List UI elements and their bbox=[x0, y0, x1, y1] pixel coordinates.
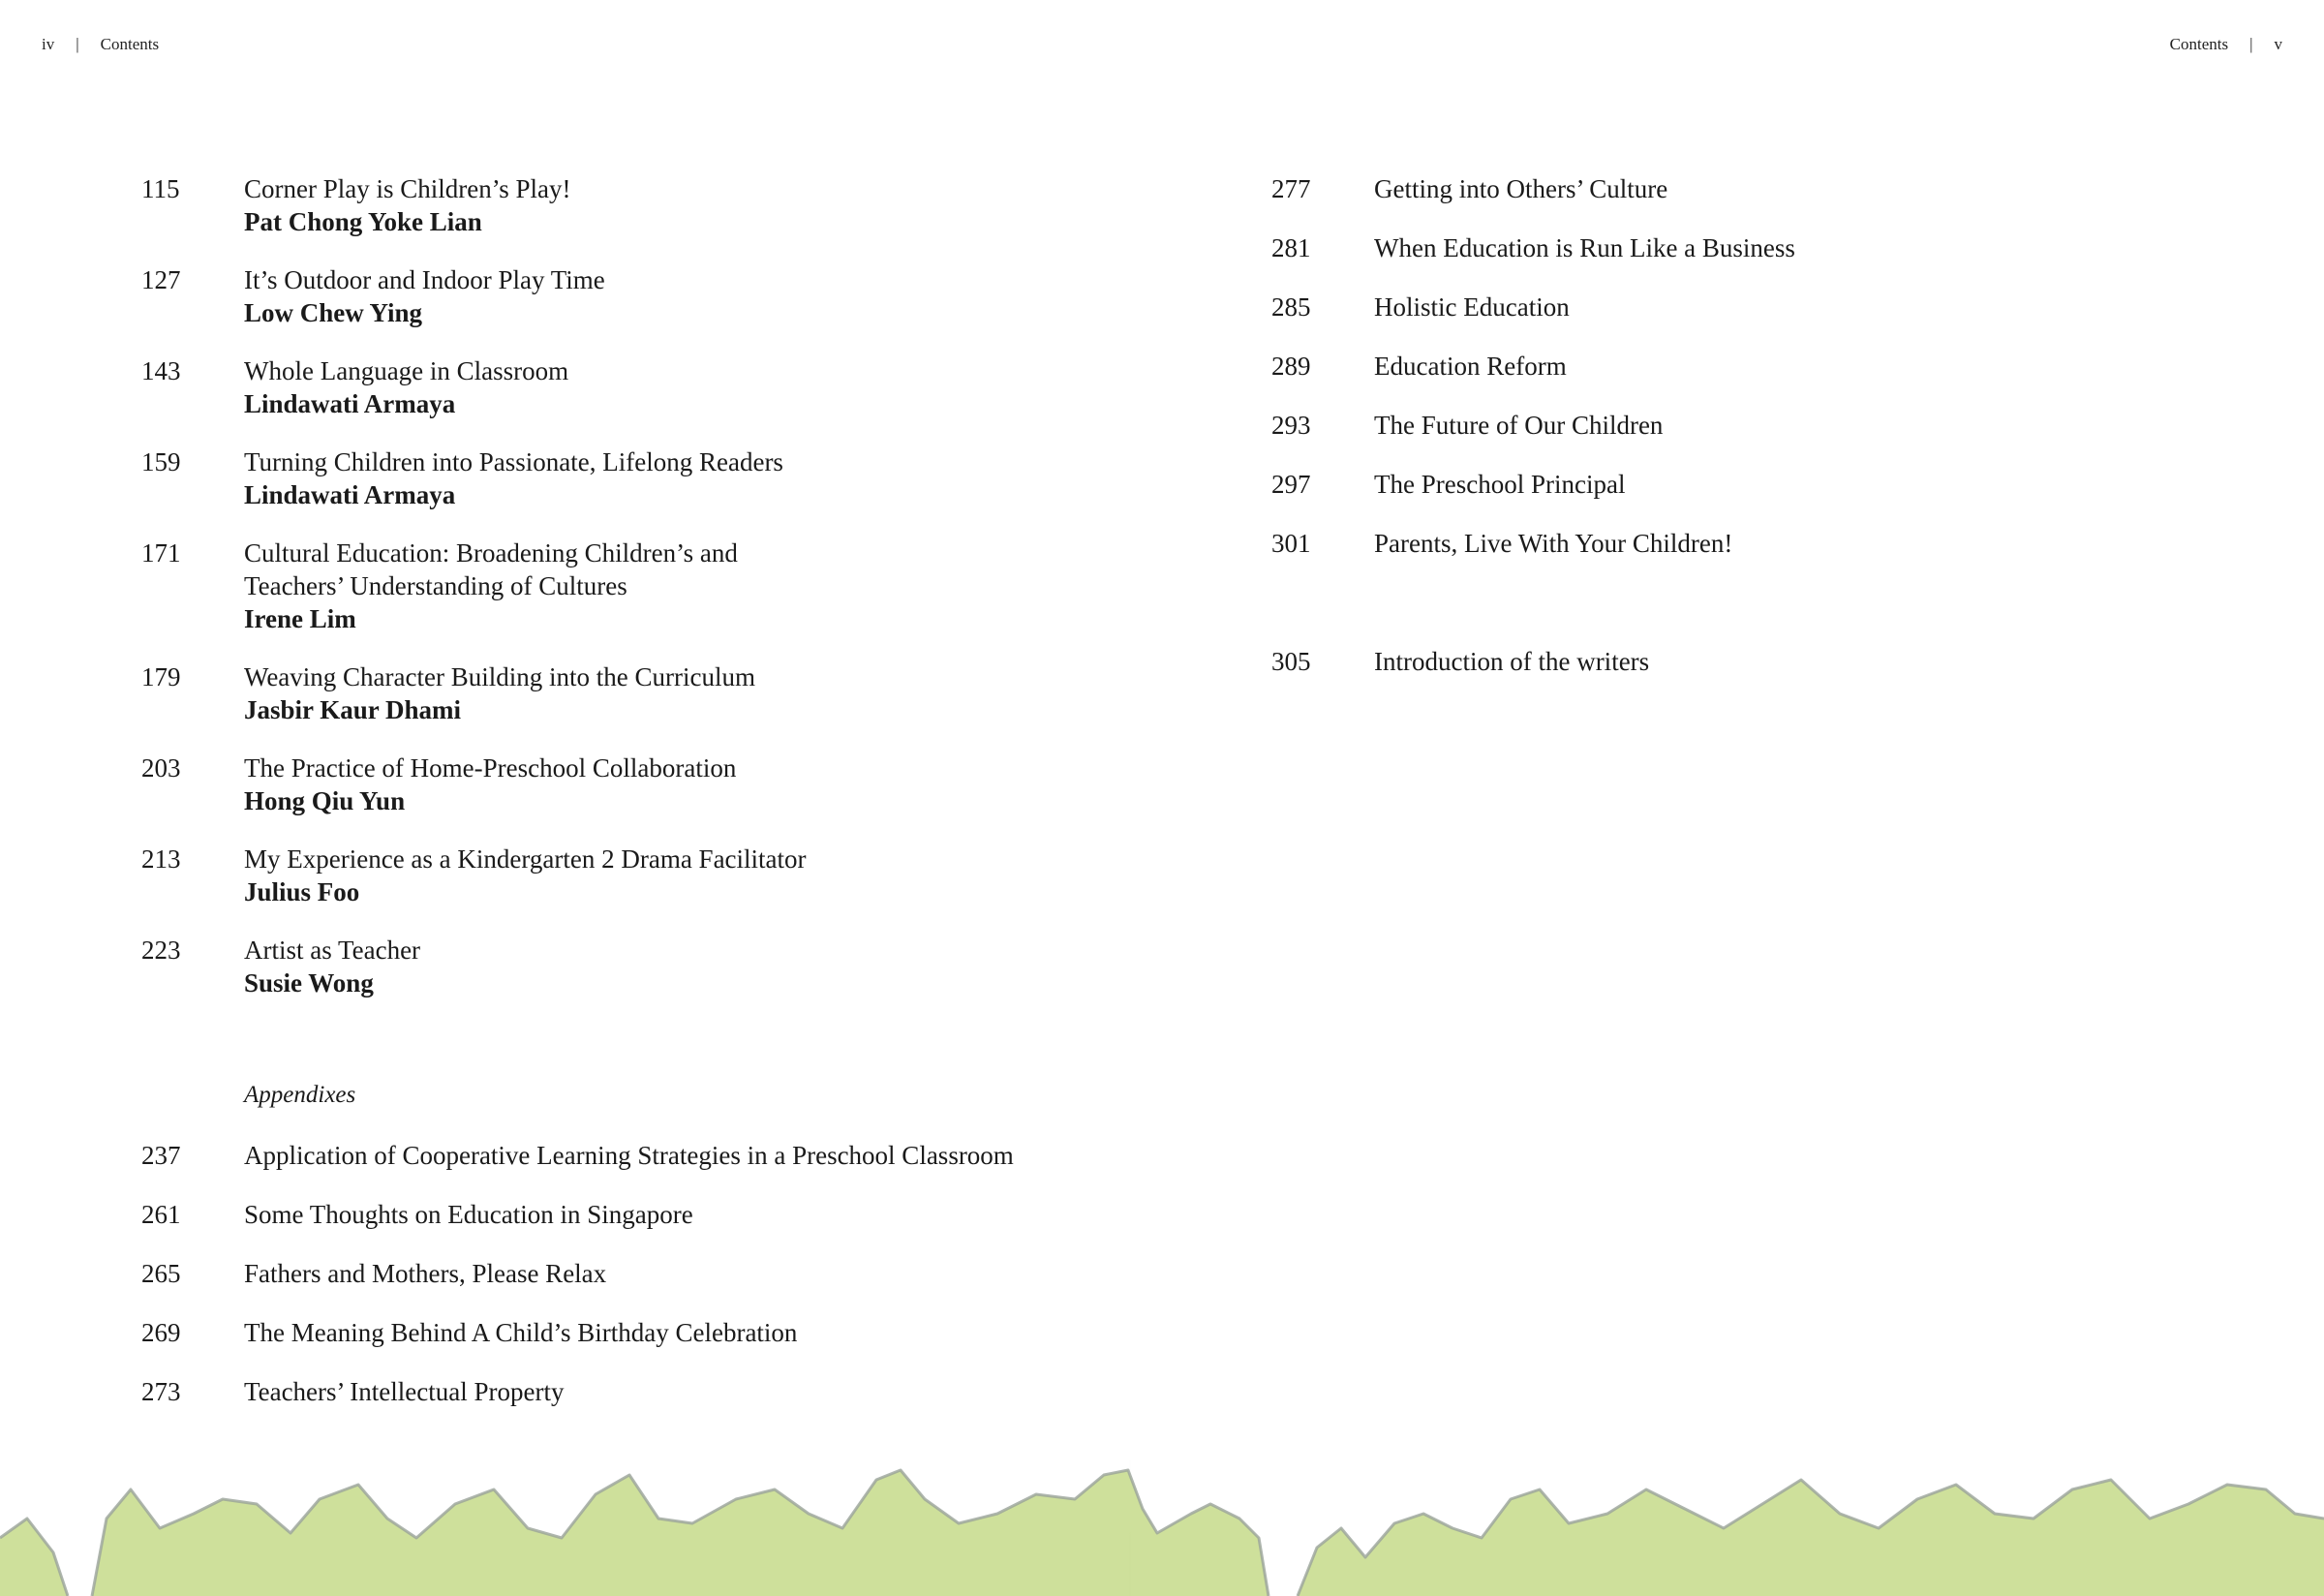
toc-chapter-title: The Practice of Home-Preschool Collaboration bbox=[244, 753, 737, 783]
toc-entry[interactable] bbox=[141, 934, 1110, 999]
toc-entry[interactable] bbox=[141, 263, 1110, 329]
toc-entry[interactable] bbox=[1271, 172, 2143, 231]
toc-entry[interactable] bbox=[1271, 409, 2143, 468]
toc-page-number: 213 bbox=[141, 844, 181, 874]
toc-chapter-title: Education Reform bbox=[1374, 352, 1567, 381]
toc-chapter-title: Holistic Education bbox=[1374, 292, 1570, 322]
toc-entry[interactable] bbox=[141, 1257, 1110, 1316]
toc-entry[interactable] bbox=[1271, 645, 2143, 704]
toc-entry[interactable] bbox=[1271, 468, 2143, 527]
toc-entry[interactable] bbox=[141, 1375, 1110, 1434]
toc-chapter-title: The Preschool Principal bbox=[1374, 470, 1626, 499]
toc-author: Lindawati Armaya bbox=[244, 389, 456, 418]
toc-chapter-title: Introduction of the writers bbox=[1374, 647, 1650, 676]
toc-author: Pat Chong Yoke Lian bbox=[244, 207, 482, 236]
appendix-heading: Appendixes bbox=[244, 1082, 356, 1108]
toc-page-number: 277 bbox=[1271, 174, 1311, 203]
toc-chapter-title: Getting into Others’ Culture bbox=[1374, 174, 1668, 203]
running-head-left bbox=[42, 35, 159, 54]
toc-chapter-title: Some Thoughts on Education in Singapore bbox=[244, 1200, 693, 1229]
toc-entry[interactable] bbox=[141, 752, 1110, 817]
running-head-title: Contents bbox=[100, 35, 160, 53]
toc-entry[interactable] bbox=[141, 445, 1110, 511]
toc-chapter-title: Parents, Live With Your Children! bbox=[1374, 529, 1733, 558]
crayon-grass-illustration bbox=[0, 1460, 2324, 1596]
toc-page-number: 115 bbox=[141, 174, 180, 203]
toc-page-number: 127 bbox=[141, 265, 181, 294]
running-head-title: Contents bbox=[2169, 35, 2229, 53]
toc-author: Julius Foo bbox=[244, 877, 360, 906]
toc-author: Low Chew Ying bbox=[244, 298, 423, 327]
toc-chapter-title: My Experience as a Kindergarten 2 Drama Facilitator bbox=[244, 844, 807, 874]
toc-chapter-title: Artist as Teacher bbox=[244, 936, 421, 965]
toc-page-number: 305 bbox=[1271, 647, 1311, 676]
toc-entry[interactable] bbox=[141, 1198, 1110, 1257]
toc-entry[interactable] bbox=[141, 1316, 1110, 1375]
toc-chapter-title: Corner Play is Children’s Play! bbox=[244, 174, 571, 203]
toc-page-number: 179 bbox=[141, 662, 181, 691]
toc-page-number: 301 bbox=[1271, 529, 1311, 558]
page-number-right: v bbox=[2274, 35, 2282, 53]
toc-entry[interactable] bbox=[141, 537, 1110, 635]
toc-chapter-title: Cultural Education: Broadening Children’s and Teachers’ Understanding of Cultures bbox=[244, 538, 738, 600]
toc-entry[interactable] bbox=[1271, 231, 2143, 291]
toc-chapter-title: Turning Children into Passionate, Lifelong Readers bbox=[244, 447, 783, 476]
toc-right-column bbox=[1271, 172, 2143, 704]
toc-page-number: 269 bbox=[141, 1318, 181, 1347]
toc-entry[interactable] bbox=[141, 354, 1110, 420]
toc-chapter-title: The Meaning Behind A Child’s Birthday Celebration bbox=[244, 1318, 798, 1347]
toc-page-number: 237 bbox=[141, 1141, 181, 1170]
running-head-separator: | bbox=[2249, 35, 2253, 53]
toc-page-number: 297 bbox=[1271, 470, 1311, 499]
toc-entry[interactable] bbox=[1271, 291, 2143, 350]
toc-chapter-title: It’s Outdoor and Indoor Play Time bbox=[244, 265, 605, 294]
toc-page-number: 285 bbox=[1271, 292, 1311, 322]
toc-page-number: 289 bbox=[1271, 352, 1311, 381]
toc-author: Jasbir Kaur Dhami bbox=[244, 695, 462, 724]
toc-left-column bbox=[141, 172, 1110, 1434]
toc-entry[interactable] bbox=[141, 172, 1110, 238]
toc-author: Susie Wong bbox=[244, 968, 374, 998]
toc-chapter-title: Weaving Character Building into the Curriculum bbox=[244, 662, 755, 691]
toc-chapter-title: When Education is Run Like a Business bbox=[1374, 233, 1795, 262]
toc-chapter-title: Fathers and Mothers, Please Relax bbox=[244, 1259, 607, 1288]
toc-chapter-title: The Future of Our Children bbox=[1374, 411, 1664, 440]
toc-entry[interactable] bbox=[1271, 350, 2143, 409]
running-head-separator: | bbox=[76, 35, 79, 53]
toc-author: Irene Lim bbox=[244, 604, 356, 633]
toc-chapter-title: Teachers’ Intellectual Property bbox=[244, 1377, 565, 1406]
toc-page-number: 143 bbox=[141, 356, 181, 385]
toc-entry[interactable] bbox=[141, 660, 1110, 726]
spacer bbox=[1271, 586, 2143, 645]
toc-author: Hong Qiu Yun bbox=[244, 786, 406, 815]
toc-chapter-title: Whole Language in Classroom bbox=[244, 356, 569, 385]
toc-page-number: 261 bbox=[141, 1200, 181, 1229]
toc-page-number: 203 bbox=[141, 753, 181, 783]
toc-page-number: 265 bbox=[141, 1259, 181, 1288]
toc-entry[interactable] bbox=[141, 843, 1110, 908]
page-number-left: iv bbox=[42, 35, 55, 53]
toc-page-number: 273 bbox=[141, 1377, 181, 1406]
toc-chapter-title: Application of Cooperative Learning Strategies in a Preschool Classroom bbox=[244, 1141, 1014, 1170]
toc-page-number: 171 bbox=[141, 538, 181, 568]
running-head-right bbox=[2170, 35, 2282, 54]
toc-entry[interactable] bbox=[1271, 527, 2143, 586]
toc-page-number: 223 bbox=[141, 936, 181, 965]
toc-entry[interactable] bbox=[141, 1139, 1110, 1198]
toc-page-number: 281 bbox=[1271, 233, 1311, 262]
toc-author: Lindawati Armaya bbox=[244, 480, 456, 509]
toc-page-number: 159 bbox=[141, 447, 181, 476]
toc-page-number: 293 bbox=[1271, 411, 1311, 440]
